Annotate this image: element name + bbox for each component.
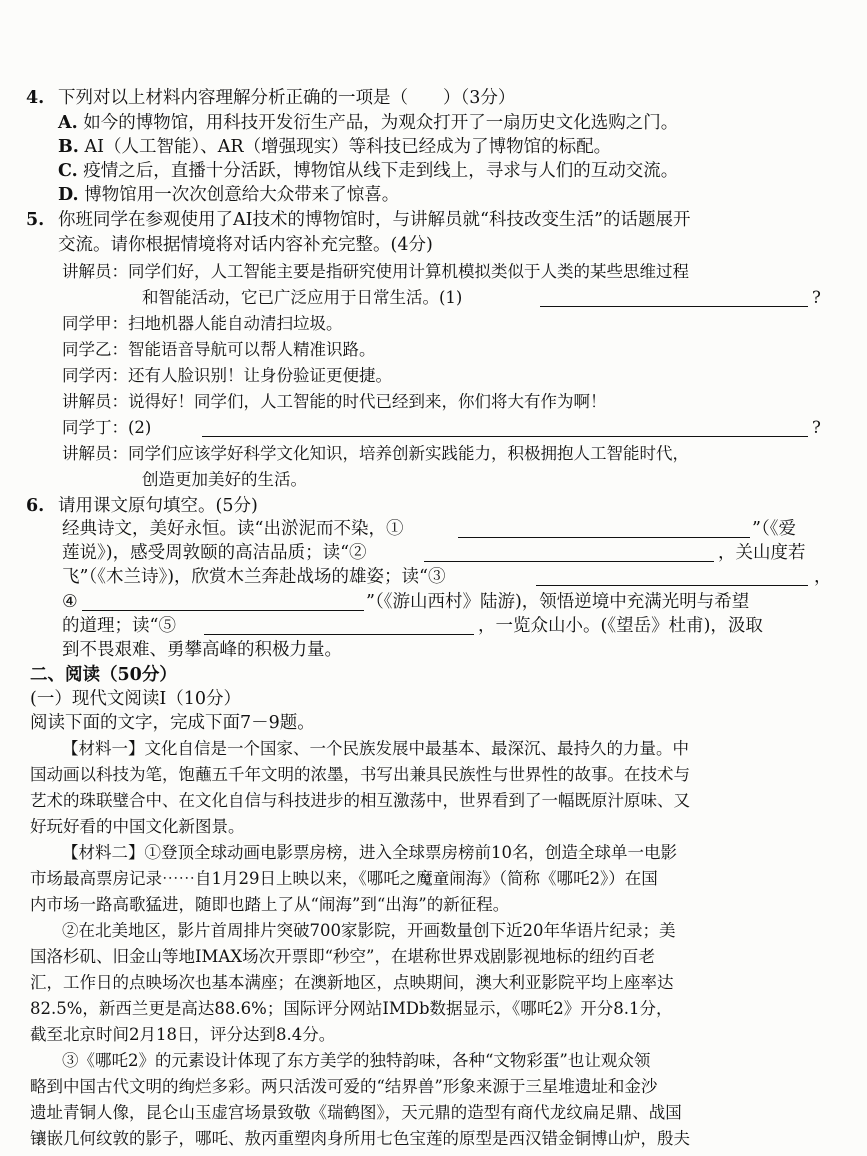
dialog-student-c: 同学丙：还有人脸识别！让身份验证更便捷。 [62, 366, 392, 385]
passage-line: 略到中国古代文明的绚烂多彩。两只活泼可爱的“结界兽”形象来源于三星堆遗址和金沙 [30, 1077, 658, 1096]
passage-line: 【材料二】①登顶全球动画电影票房榜，进入全球票房榜前10名，创造全球单一电影 [62, 843, 677, 862]
passage-line: 【材料一】文化自信是一个国家、一个民族发展中最基本、最深沉、最持久的力量。中 [62, 739, 689, 758]
q6-line4-a: ④ [62, 592, 78, 612]
dialog-student-a: 同学甲：扫地机器人能自动清扫垃圾。 [62, 314, 343, 333]
passage-line: 82.5%，新西兰更是高达88.6%；国际评分网站IMDb数据显示，《哪吒2》开分8.1分， [30, 999, 673, 1018]
fill-blank-2[interactable] [424, 543, 714, 562]
q6-line1-b: ”（《爱 [752, 519, 796, 539]
section-title: 二、阅读（50分） [30, 665, 177, 685]
q6-line4-b: ”（《游山西村》陆游)，领悟逆境中充满光明与希望 [366, 592, 750, 612]
q4-option-c[interactable] [58, 159, 678, 183]
q4-stem: 下列对以上材料内容理解分析正确的一项是（ ）（3分） [58, 88, 516, 108]
passage-line: 国动画以科技为笔，饱蘸五千年文明的浓墨，书写出兼具民族性与世界性的故事。在技术与 [30, 765, 690, 784]
passage-line: 艺术的珠联璧合中、在文化自信与科技进步的相互激荡中，世界看到了一幅既原汁原味、又 [30, 791, 690, 810]
passage-line: 汇，工作日的点映场次也基本满座；在澳新地区，点映期间，澳大利亚影院平均上座率达 [30, 973, 674, 992]
dialog-guide-1b: 和智能活动，它已广泛应用于日常生活。(1) [142, 288, 463, 307]
fill-blank-1[interactable] [458, 519, 750, 538]
passage-line: 市场最高票房记录⋯⋯自1月29日上映以来，《哪吒之魔童闹海》（简称《哪吒2》）在国 [30, 869, 658, 888]
q4-option-d[interactable] [58, 183, 399, 207]
q6-number: 6. [26, 496, 45, 516]
dialog-guide-2: 讲解员：说得好！同学们，人工智能的时代已经到来，你们将大有作为啊！ [62, 392, 607, 411]
q6-line1-a: 经典诗文，美好永恒。读“出淤泥而不染，① [62, 519, 404, 539]
passage-line: 好玩好看的中国文化新图景。 [30, 817, 245, 836]
q6-line6: 到不畏艰难、勇攀高峰的积极力量。 [62, 640, 342, 660]
q5-stem-line2: 交流。请你根据情境将对话内容补充完整。(4分) [58, 235, 433, 255]
section-instruction: 阅读下面的文字，完成下面7－9题。 [30, 713, 315, 733]
answer-blank-2[interactable] [202, 418, 808, 437]
section-subtitle: (一）现代文阅读Ⅰ（10分） [30, 689, 242, 709]
option-text: AI（人工智能）、AR（增强现实）等科技已经成为了博物馆的标配。 [84, 137, 612, 157]
dialog-guide-3b: 创造更加美好的生活。 [142, 470, 307, 489]
q5-stem-line1: 你班同学在参观使用了AI技术的博物馆时，与讲解员就“科技改变生活”的话题展开 [58, 210, 691, 230]
dialog-student-d: 同学丁：(2) [62, 418, 152, 437]
q6-line5-b: ，一览众山小。(《望岳》杜甫)，汲取 [478, 616, 763, 636]
passage-line: 镶嵌几何纹敦的影子，哪吒、敖丙重塑肉身所用七色宝莲的原型是西汉错金铜博山炉，殷夫 [30, 1129, 690, 1148]
dialog-guide-1a: 讲解员：同学们好，人工智能主要是指研究使用计算机模拟类似于人类的某些思维过程 [62, 262, 689, 281]
q6-line2-b: ，关山度若 [718, 543, 806, 563]
passage-line: 国洛杉矶、旧金山等地IMAX场次开票即“秒空”，在堪称世界戏剧影视地标的纽约百老 [30, 947, 655, 966]
fill-blank-5[interactable] [204, 616, 474, 635]
option-label: C. [58, 161, 78, 181]
passage-line: ③《哪吒2》的元素设计体现了东方美学的独特韵味，各种“文物彩蛋”也让观众领 [62, 1051, 651, 1070]
dialog-guide-3a: 讲解员：同学们应该学好科学文化知识，培养创新实践能力，积极拥抱人工智能时代， [62, 444, 689, 463]
q6-line3-a: 飞”（《木兰诗》)，欣赏木兰奔赴战场的雄姿；读“③ [62, 567, 446, 587]
option-label: B. [58, 137, 79, 157]
q6-line2-a: 莲说》)，感受周敦颐的高洁品质；读“② [62, 543, 367, 563]
fill-blank-4[interactable] [82, 592, 364, 611]
passage-line: 内市场一路高歌猛进，随即也踏上了从“闹海”到“出海”的新征程。 [30, 895, 510, 914]
option-text: 博物馆用一次次创意给大众带来了惊喜。 [84, 185, 400, 205]
q5-number: 5. [26, 210, 45, 230]
option-text: 如今的博物馆，用科技开发衍生产品，为观众打开了一扇历史文化选购之门。 [83, 113, 679, 133]
q4-option-a[interactable] [58, 111, 678, 135]
q6-stem: 请用课文原句填空。(5分) [58, 496, 258, 516]
question-mark: ? [812, 418, 821, 437]
passage-line: ②在北美地区，影片首周排片突破700家影院，开画数量创下近20年华语片纪录；美 [62, 921, 676, 940]
passage-line: 遗址青铜人像，昆仑山玉虚宫场景致敬《瑞鹤图》，天元鼎的造型有商代龙纹扁足鼎、战国 [30, 1103, 682, 1122]
q4-number: 4. [26, 88, 45, 108]
option-label: D. [58, 185, 79, 205]
answer-blank-1[interactable] [540, 288, 808, 307]
question-mark: ? [812, 288, 821, 307]
q6-line3-b: ， [814, 567, 832, 587]
option-text: 疫情之后，直播十分活跃，博物馆从线下走到线上，寻求与人们的互动交流。 [83, 161, 679, 181]
option-label: A. [58, 113, 78, 133]
passage-line: 截至北京时间2月18日，评分达到8.4分。 [30, 1025, 336, 1044]
fill-blank-3[interactable] [536, 567, 808, 586]
q4-option-b[interactable] [58, 135, 611, 159]
dialog-student-b: 同学乙：智能语音导航可以帮人精准识路。 [62, 340, 376, 359]
q6-line5-a: 的道理；读“⑤ [62, 616, 176, 636]
